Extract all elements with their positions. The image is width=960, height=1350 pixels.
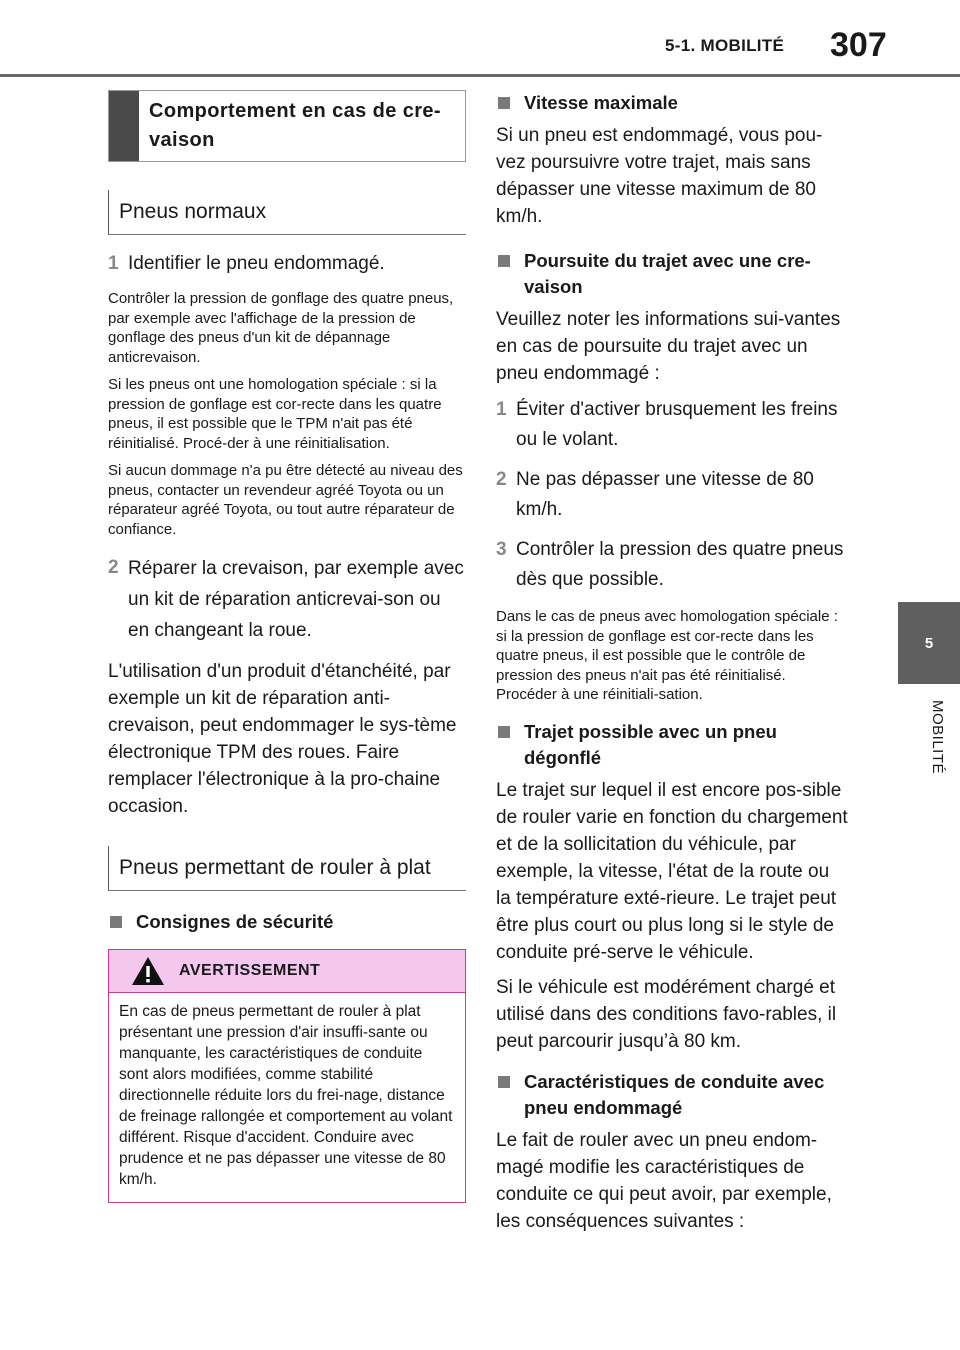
section-title: 5-1. MOBILITÉ [665,36,785,55]
page-number: 307 [830,26,887,64]
heading-bar [109,91,139,161]
step-text: Contrôler la pression des quatre pneus dès que possible. [516,539,844,590]
section-heading-box [108,90,466,162]
paragraph: Si aucun dommage n'a pu être détecté au niveau des pneus, contacter un revendeur agréé Toyota ou un réparateur agréé Toyota, ou tout autre réparateur de confiance. [108,462,463,538]
paragraph: Si un pneu est endommagé, vous pou-vez poursuivre votre trajet, mais sans dépasser une vitesse maximum de 80 km/h. [496,125,823,227]
paragraph: Si le véhicule est modérément chargé et utilisé dans des conditions favo-rables, il peut parcourir jusqu’à 80 km. [496,976,837,1052]
bullet-heading [496,90,848,116]
warning-header [109,950,465,993]
bullet-heading-text: Consignes de sécurité [136,911,334,932]
subheading-text: Pneus permettant de rouler à plat [119,856,431,879]
bullet-square-icon [498,255,510,267]
bullet-square-icon [110,916,122,928]
subheading-text: Pneus normaux [119,200,267,223]
bullet-square-icon [498,726,510,738]
step-text: Réparer la crevaison, par exemple avec un kit de réparation anticrevai-son ou en changeant la roue. [128,558,464,641]
right-column [496,90,848,1247]
step-item [496,395,848,455]
section-heading: Comportement en cas de cre-vaison [149,100,441,151]
subheading-runflat [108,846,466,891]
warning-text: En cas de pneus permettant de rouler à plat présentant une pression d'air insuffi-sante ou manquante, les caractéristiques de conduite sont alors modifiées, comme stabilité directionnelle réduite lors du frei-nage, distance de freinage rallongée et comportement au volant différent. Risque d'accident. Conduire avec prudence et ne pas dépasser une vitesse de 80 km/h. [119,1003,453,1188]
paragraph: Le fait de rouler avec un pneu endom-magé modifie les caractéristiques de conduite ce qui peut avoir, par exemple, les conséquences suivantes : [496,1129,832,1232]
warning-title: AVERTISSEMENT [179,962,321,979]
chapter-tab [898,602,960,684]
paragraph: Dans le cas de pneus avec homologation spéciale : si la pression de gonflage est cor-recte dans les quatre pneus, il est possible que le contrôle de pression des pneus n'ait pas été réinitialisé. Procéder à une réinitiali-sation. [496,608,838,703]
bullet-heading-text: Trajet possible avec un pneu dégonflé [524,720,777,768]
bullet-heading [496,1069,848,1121]
step-item [496,535,848,595]
warning-triangle-icon [131,956,165,986]
paragraph: Veuillez noter les informations sui-vantes en cas de poursuite du trajet avec un pneu endommagé : [496,309,841,384]
bullet-heading-text: Caractéristiques de conduite avec pneu endommagé [524,1070,825,1118]
step-text: Ne pas dépasser une vitesse de 80 km/h. [516,469,814,520]
paragraph: Contrôler la pression de gonflage des quatre pneus, par exemple avec l'affichage de la pression de gonflage des pneus d'un kit de dépannage anticrevaison. [108,290,454,366]
step-number: 2 [108,557,119,578]
bullet-heading-text: Poursuite du trajet avec une cre-vaison [524,250,811,297]
bullet-heading-text: Vitesse maximale [524,92,678,113]
step-number: 1 [496,399,507,420]
step-number: 3 [496,539,507,560]
step-number: 2 [496,469,507,490]
paragraph: L'utilisation d'un produit d'étanchéité, par exemple un kit de réparation anti-crevaison, peut endommager le sys-tème électronique TPM des roues. Faire remplacer l'électronique à la pro-chaine occasion. [108,661,457,817]
step-text: Éviter d'activer brusquement les freins ou le volant. [516,399,838,450]
subheading-normal-tires [108,190,466,235]
chapter-number: 5 [924,634,934,652]
chapter-label: MOBILITÉ [929,700,946,775]
left-column [108,90,466,1203]
bullet-square-icon [498,1076,510,1088]
step-text: Identifier le pneu endommagé. [128,253,385,274]
header-rule [0,74,960,77]
paragraph: Le trajet sur lequel il est encore pos-sible de rouler varie en fonction du chargement et de la sollicitation du véhicule, par exemple, la vitesse, l'état de la route ou la température exté-rieure. Le trajet peut être plus court ou plus long si le style de conduite pré-serve le véhicule. [496,779,848,963]
bullet-heading [108,909,466,935]
warning-box [108,949,466,1203]
step-item [108,249,466,279]
step-number: 1 [108,253,119,274]
step-item [496,465,848,525]
bullet-square-icon [498,97,510,109]
step-item [108,553,466,646]
paragraph: Si les pneus ont une homologation spéciale : si la pression de gonflage est cor-recte dans les quatre pneus, il est possible que le TPM n'ait pas été réinitialisé. Procé-der à une réinitialisation. [108,376,442,452]
bullet-heading [496,719,848,771]
bullet-heading [496,248,848,300]
